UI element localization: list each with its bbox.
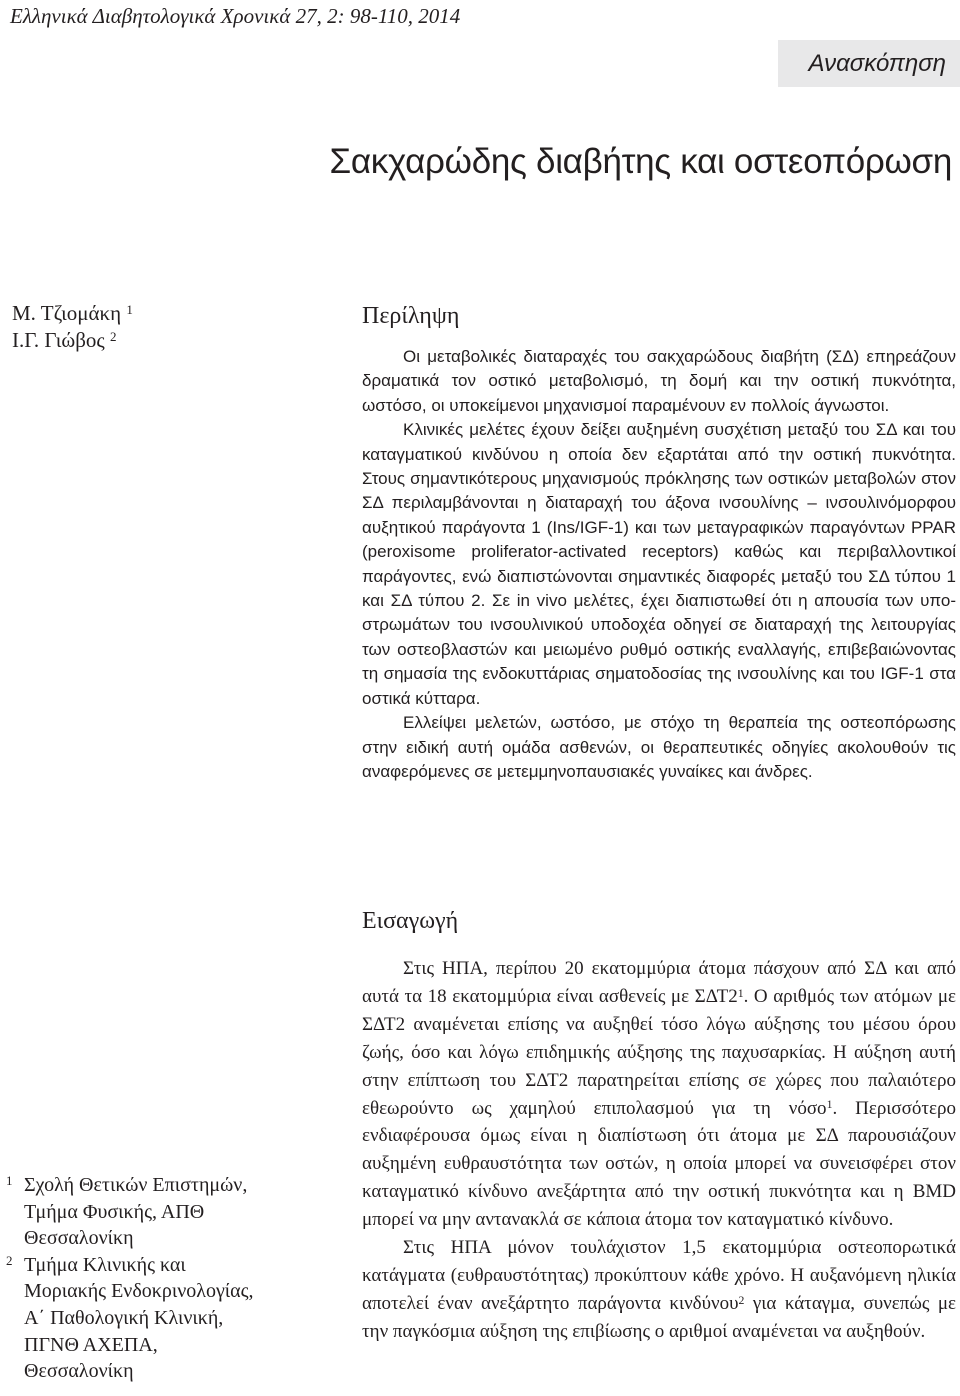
abstract-paragraph: Ελλείψει μελετών, ωστόσο, με στόχο τη θεραπεία της οστεοπόρωσης στην ειδική αυτή ομάδα ασθενών, οι θεραπευτικές οδηγίες ακολουθούν τις αναφερόμενες σε μετεμμηνοπαυσιακές γυναίκες και άνδρες. xyxy=(362,713,956,781)
affiliation-number: 1 xyxy=(6,1173,13,1188)
paragraph-text: . Περισσότερο ενδιαφέρουσα όμως είναι η διαπίστωση ότι άτομα με ΣΔ παρουσιάζουν αυξημένη ευθραυστότητα των οστών, η οποία μπορεί να συνεισφέρει στον καταγματικό κίνδυνο ανεξάρτητα από την οστική πυκνότητα και η BMD μπορεί να μην αντανακλά σε κάποια άτομα τον καταγματικό κίνδυνο. xyxy=(362,1097,956,1231)
reference-mark: 1 xyxy=(737,986,744,1000)
affiliation xyxy=(6,1252,346,1385)
affiliation-line: ΠΓΝΘ ΑΧΕΠΑ, xyxy=(24,1333,158,1356)
affiliation-number: 2 xyxy=(6,1252,13,1268)
abstract-heading: Περίληψη xyxy=(362,303,460,329)
affiliation-line: Τμήμα Φυσικής, ΑΠΘ xyxy=(24,1200,205,1223)
introduction-paragraph xyxy=(362,955,956,1234)
author-affiliation-mark: 1 xyxy=(126,302,133,318)
affiliation-line: Μοριακής Ενδοκρινολογίας, xyxy=(24,1280,254,1303)
paragraph-text: Στις ΗΠΑ, περίπου 20 εκατομμύρια άτομα πάσχουν από ΣΔ και από αυτά τα 18 εκατομμύρια είναι ασθενείς με ΣΔΤ2 xyxy=(362,958,956,1007)
abstract-paragraph: Οι μεταβολικές διαταραχές του σακχαρώδους διαβήτη (ΣΔ) επηρεάζουν δραματικά τον οστικό μεταβολισμό, τη δομή και την οστική πυκνότητα, ωστόσο, οι υποκείμενοι μηχανισμοί παραμένουν εν πολλοίς άγνωστοι. xyxy=(362,347,956,415)
abstract-paragraph: Κλινικές μελέτες έχουν δείξει αυξημένη συσχέτιση μεταξύ του ΣΔ και του καταγματικού κινδύνου η οποία δεν εξαρτάται από την οστική πυκνότητα. Στους σημαντικότερους μηχανισμούς πρόκλησης των οστικών μεταβολών στον ΣΔ περιλαμβάνονται η διαταραχή του άξονα ινσουλίνης – ινσουλινόμορφου αυξητικού παράγοντα 1 (Ins/IGF-1) και των μεταγραφικών παραγόντων PPAR (peroxisome proliferator-activated receptors) καθώς και περιβαλλοντικοί παράγοντες, ενώ διαπιστώνονται σημαντικές διαφορές μεταξύ του ΣΔ τύπου 1 και ΣΔ τύπου 2. Σε in vivo μελέτες, έχει διαπιστωθεί ότι η απουσία των υποστρωμάτων του ινσουλινικού υποδοχέα οδηγεί σε διαταραχή της λειτουργίας των οστεοβλαστών και μειωμένο ρυθμό οστικής εναλλαγής, επιβεβαιώνοντας τη σημασία της ενδοκυττάριας σηματοδοσίας της ινσουλίνης και του IGF-1 στα οστικά κύτταρα. xyxy=(362,420,956,708)
article-title: Σακχαρώδης διαβήτης και οστεοπόρωση xyxy=(329,142,952,181)
introduction-body xyxy=(362,955,956,1346)
reference-mark: 1 xyxy=(826,1098,833,1112)
author-affiliation-mark: 2 xyxy=(110,329,117,345)
abstract-body xyxy=(362,345,956,784)
author xyxy=(12,327,133,354)
paragraph-text: . Ο αριθμός των ατόμων με ΣΔΤ2 αναμένεται επίσης να αυξηθεί τόσο λόγω αύξησης του μέσου όρου ζωής, όσο και λόγω επιδημικής αύξησης της παχυσαρκίας. Η αύξηση αυτή στην επίπτωση του ΣΔΤ2 παρατηρείται επίσης σε χώρες που παλαιότερο εθεωρούντο ως χαμηλού επιπολασμού για τη νόσο xyxy=(362,985,956,1119)
introduction-paragraph xyxy=(362,1234,956,1346)
affiliation-line: Α΄ Παθολογική Κλινική, xyxy=(24,1306,224,1329)
journal-citation: Ελληνικά Διαβητολογικά Χρονικά 27, 2: 98-110, 2014 xyxy=(10,4,461,28)
author-name: Μ. Τζιομάκη xyxy=(12,301,122,325)
paragraph-text: Στις ΗΠΑ μόνον τουλάχιστον 1,5 εκατομμύρια οστεοπορωτικά κατάγματα (ευθραυστότητας) προκύπτουν κάθε χρόνο. Η αυξανόμενη ηλικία αποτελεί έναν ανεξάρτητο παράγοντα κινδύνου xyxy=(362,1237,956,1314)
affiliation-line: Θεσσαλονίκη xyxy=(24,1227,134,1250)
paragraph-text: για κάταγμα, συνεπώς με την παγκόσμια αύξηση της επιβίωσης ο αριθμοί αναμένεται να αυξηθούν. xyxy=(362,1292,956,1342)
introduction-heading: Εισαγωγή xyxy=(362,908,459,934)
reference-mark: 2 xyxy=(738,1293,745,1307)
author-list xyxy=(12,300,133,354)
affiliation-line: Θεσσαλονίκη xyxy=(24,1360,134,1383)
author-name: Ι.Γ. Γιώβος xyxy=(12,328,105,352)
article-type-label: Ανασκόπηση xyxy=(808,50,946,77)
affiliation-list xyxy=(6,1172,346,1385)
author xyxy=(12,300,133,327)
article-type-banner xyxy=(778,40,960,87)
affiliation-line: Σχολή Θετικών Επιστημών, xyxy=(24,1174,248,1196)
affiliation-line: Τμήμα Κλινικής και xyxy=(24,1253,186,1276)
affiliation xyxy=(6,1172,346,1252)
